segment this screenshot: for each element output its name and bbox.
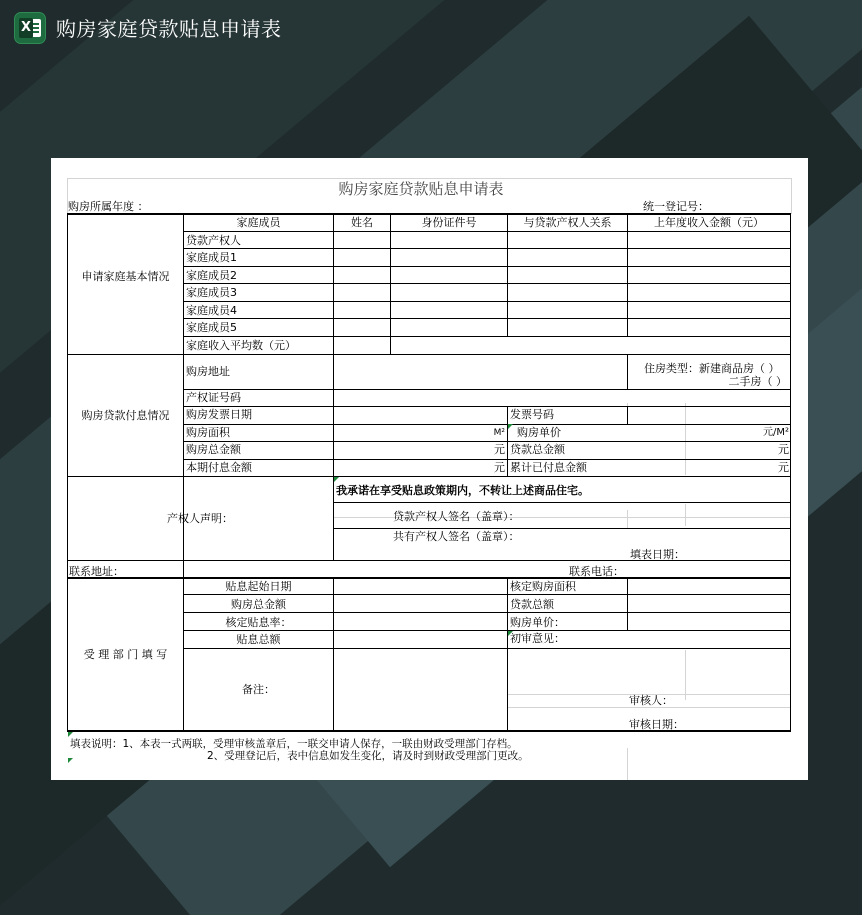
house-total-label: 购房总金额 xyxy=(231,598,286,611)
row-member-3: 家庭成员3 xyxy=(186,286,237,299)
start-date-label: 贴息起始日期 xyxy=(225,580,292,593)
row-member-1: 家庭成员1 xyxy=(186,251,237,264)
fill-date-label: 填表日期： xyxy=(630,548,685,561)
registration-number-label: 统一登记号： xyxy=(643,200,709,213)
initial-opinion-label: 初审意见： xyxy=(510,632,565,645)
area-label: 购房面积 xyxy=(186,426,230,439)
notes-line-2: 2、受理登记后，表中信息如发生变化，请及时到财政受理部门更改。 xyxy=(207,750,529,762)
form-title: 购房家庭贷款贴息申请表 xyxy=(338,180,504,198)
loan-amount-label: 贷款总额 xyxy=(510,598,554,611)
house-type-second-hand: 二手房（ ） xyxy=(728,375,787,388)
notes-line-1: 填表说明：1、本表一式两联，受理审核盖章后，一联交申请人保存，一联由财政受理部门存档。 xyxy=(70,738,518,750)
app-header xyxy=(0,0,862,56)
row-member-5: 家庭成员5 xyxy=(186,321,237,334)
header-id-number: 身份证件号 xyxy=(421,216,477,229)
section-declaration-label: 产权人声明： xyxy=(167,512,233,525)
remark-label: 备注： xyxy=(242,683,275,696)
co-owner-signature-label: 共有产权人签名（盖章）： xyxy=(393,530,520,543)
house-type-new: 住房类型：新建商品房（ ） xyxy=(644,362,780,375)
invoice-number-label: 发票号码 xyxy=(510,408,554,421)
header-income: 上年度收入金额（元） xyxy=(654,216,764,229)
invoice-date-label: 购房发票日期 xyxy=(186,408,252,421)
row-member-4: 家庭成员4 xyxy=(186,304,237,317)
row-member-2: 家庭成员2 xyxy=(186,269,237,282)
approved-area-label: 核定购房面积 xyxy=(510,580,576,593)
address-label: 购房地址 xyxy=(186,365,230,378)
row-loan-owner: 贷款产权人 xyxy=(186,234,241,247)
row-avg-income: 家庭收入平均数（元） xyxy=(186,339,296,352)
approved-rate-label: 核定贴息率： xyxy=(225,616,292,629)
owner-signature-label: 贷款产权人签名（盖章）： xyxy=(393,510,520,523)
header-name: 姓名 xyxy=(351,216,373,229)
app-title: 购房家庭贷款贴息申请表 xyxy=(56,17,282,41)
contact-address-label: 联系地址： xyxy=(69,565,124,578)
unit-price-label: 购房单价 xyxy=(517,426,561,439)
cumulative-interest-yuan: 元 xyxy=(778,461,789,474)
loan-total-label: 贷款总金额 xyxy=(510,443,565,456)
spreadsheet-sheet[interactable] xyxy=(51,158,808,780)
cert-number-label: 产权证号码 xyxy=(186,391,241,404)
section-loan-interest-label: 购房贷款付息情况 xyxy=(81,409,170,422)
interest-total-label: 贴息总额 xyxy=(236,633,281,646)
header-relation: 与贷款产权人关系 xyxy=(523,216,612,229)
reviewer-label: 审核人： xyxy=(629,694,673,707)
review-date-label: 审核日期： xyxy=(629,718,684,731)
total-price-label: 购房总金额 xyxy=(186,443,241,456)
promise-text: 我承诺在享受贴息政策期内，不转让上述商品住宅。 xyxy=(336,484,589,497)
header-family-member: 家庭成员 xyxy=(236,216,281,229)
year-label: 购房所属年度 ： xyxy=(68,200,149,213)
interest-label: 本期付息金额 xyxy=(186,461,252,474)
unit-price-approved-label: 购房单价： xyxy=(510,616,565,629)
excel-icon: X xyxy=(14,12,46,44)
interest-yuan: 元 xyxy=(494,461,505,474)
price-unit: 元/M² xyxy=(762,427,789,438)
section-office-label: 受 理 部 门 填 写 xyxy=(83,648,168,661)
cumulative-interest-label: 累计已付息金额 xyxy=(510,461,587,474)
section-household-label: 申请家庭基本情况 xyxy=(81,270,170,283)
loan-total-yuan: 元 xyxy=(778,443,789,456)
total-price-yuan: 元 xyxy=(494,443,505,456)
contact-phone-label: 联系电话： xyxy=(569,565,624,578)
area-unit: M² xyxy=(493,428,505,438)
